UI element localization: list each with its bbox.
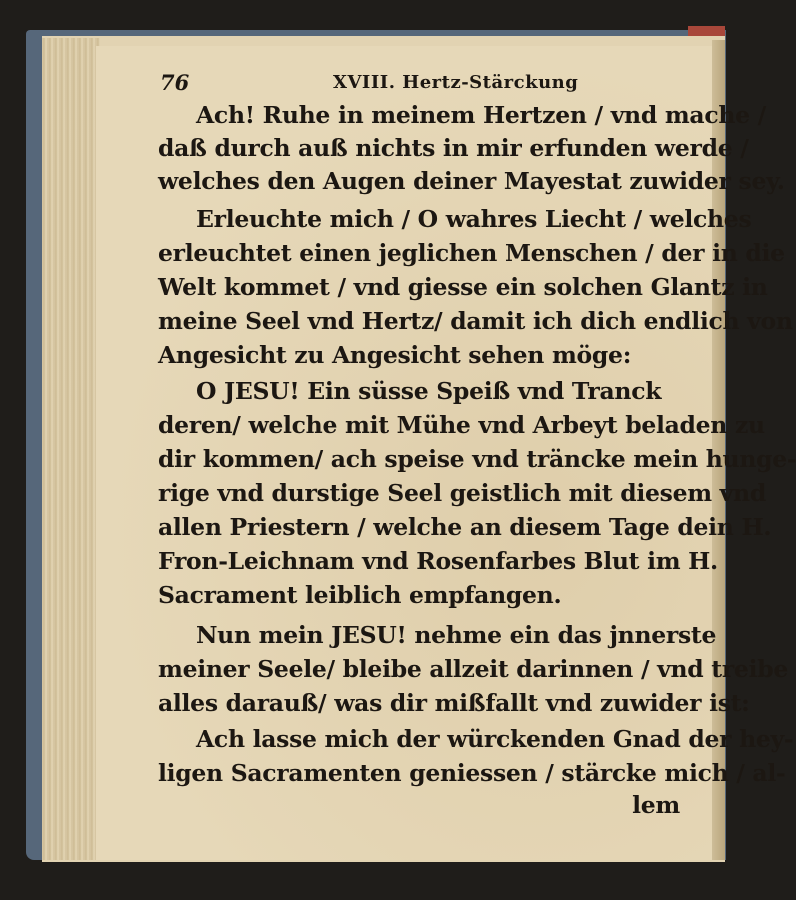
text-line: ligen Sacramenten geniessen / stärcke mich / al- xyxy=(158,759,786,787)
text-line: lem xyxy=(632,791,680,819)
text-line: alles darauß/ was dir mißfallt vnd zuwider ist: xyxy=(158,689,750,717)
text-line: dir kommen/ ach speise vnd träncke mein hunge- xyxy=(158,445,796,473)
text-line: Nun mein JESU! nehme ein das jnnerste xyxy=(196,621,717,649)
text-line: allen Priestern / welche an diesem Tage dein H. xyxy=(158,513,772,541)
text-line: Angesicht zu Angesicht sehen möge: xyxy=(158,341,632,369)
text-line: meine Seel vnd Hertz/ damit ich dich endlich von xyxy=(158,307,793,335)
text-line: Ach! Ruhe in meinem Hertzen / vnd mache / xyxy=(196,101,766,129)
text-line: meiner Seele/ bleibe allzeit darinnen / vnd treibe xyxy=(158,655,788,683)
text-line: Welt kommet / vnd giesse ein solchen Glantz in xyxy=(158,273,768,301)
page-header xyxy=(158,68,698,98)
text-line: Ach lasse mich der würckenden Gnad der hey- xyxy=(196,725,794,753)
page-edges xyxy=(42,38,100,860)
text-line: daß durch auß nichts in mir erfunden werde / xyxy=(158,134,749,162)
text-line: Sacrament leiblich empfangen. xyxy=(158,581,562,609)
text-line: O JESU! Ein süsse Speiß vnd Tranck xyxy=(196,377,662,405)
text-line: deren/ welche mit Mühe vnd Arbeyt beladen zu xyxy=(158,411,765,439)
text-line: erleuchtet einen jeglichen Menschen / der in die xyxy=(158,239,785,267)
text-line: welches den Augen deiner Mayestat zuwider sey. xyxy=(158,167,785,195)
text-line: Erleuchte mich / O wahres Liecht / welches xyxy=(196,205,752,233)
text-line: rige vnd durstige Seel geistlich mit diesem vnd xyxy=(158,479,766,507)
text-line: Fron-Leichnam vnd Rosenfarbes Blut im H. xyxy=(158,547,718,575)
running-head: XVIII. Hertz-Stärckung xyxy=(333,72,579,93)
page-number: 76 xyxy=(160,70,190,95)
